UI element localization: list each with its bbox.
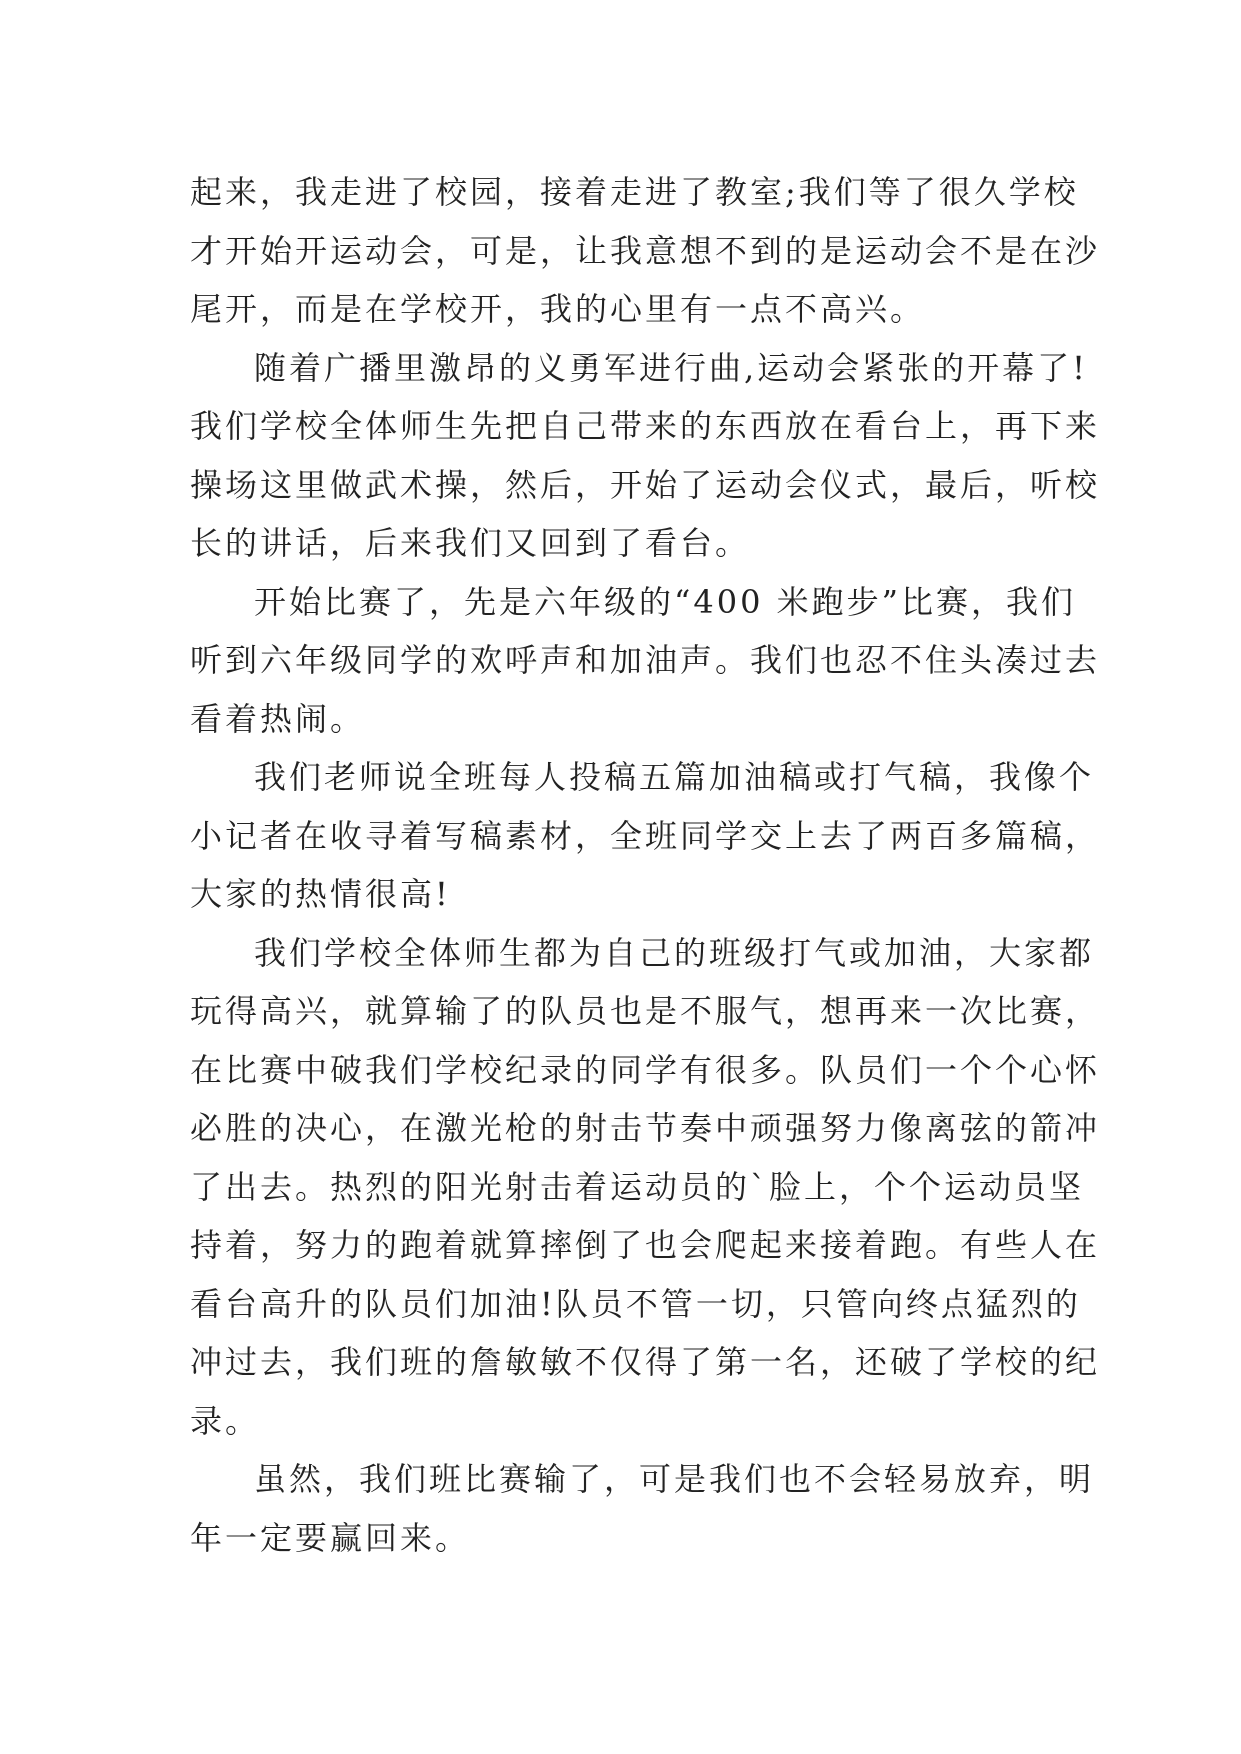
text-line: 大家的热情很高!	[190, 875, 451, 913]
text-line: 必胜的决心，在激光枪的射击节奏中顽强努力像离弦的箭冲	[190, 1109, 1101, 1147]
text-line: 才开始开运动会，可是，让我意想不到的是运动会不是在沙	[190, 231, 1101, 270]
text-line: 小记者在收寻着写稿素材，全班同学交上去了两百多篇稿，	[190, 816, 1101, 855]
text-line: 听到六年级同学的欢呼声和加油声。我们也忍不住头凑过去	[190, 641, 1101, 679]
paragraph-start-line: 我们老师说全班每人投稿五篇加油稿或打气稿，我像个	[254, 758, 1095, 796]
text-line: 尾开，而是在学校开，我的心里有一点不高兴。	[190, 290, 926, 328]
text-line: 我们学校全体师生先把自己带来的东西放在看台上，再下来	[190, 407, 1101, 445]
text-line: 操场这里做武术操，然后，开始了运动会仪式，最后，听校	[190, 465, 1101, 504]
text-line: 看着热闹。	[190, 699, 366, 738]
paragraph-start-line: 开始比赛了，先是六年级的“400 米跑步”比赛，我们	[254, 582, 1076, 621]
text-line: 冲过去，我们班的詹敏敏不仅得了第一名，还破了学校的纪	[190, 1343, 1101, 1381]
text-line: 看台高升的队员们加油!队员不管一切，只管向终点猛烈的	[190, 1284, 1081, 1323]
essay-body	[190, 163, 1101, 1567]
text-line: 录。	[190, 1401, 261, 1440]
paragraph-start-line: 随着广播里激昂的义勇军进行曲,运动会紧张的开幕了!	[254, 348, 1089, 387]
text-line: 玩得高兴，就算输了的队员也是不服气，想再来一次比赛，	[190, 992, 1101, 1030]
paragraph-start-line: 虽然，我们班比赛输了，可是我们也不会轻易放弃，明	[254, 1460, 1095, 1498]
text-line: 起来，我走进了校园，接着走进了教室;我们等了很久学校	[190, 173, 1079, 211]
text-line: 持着，努力的跑着就算摔倒了也会爬起来接着跑。有些人在	[190, 1226, 1101, 1264]
text-line: 在比赛中破我们学校纪录的同学有很多。队员们一个个心怀	[190, 1050, 1101, 1089]
paragraph-start-line: 我们学校全体师生都为自己的班级打气或加油，大家都	[254, 933, 1095, 972]
text-line: 年一定要赢回来。	[190, 1518, 471, 1557]
text-line: 了出去。热烈的阳光射击着运动员的`脸上，个个运动员坚	[190, 1167, 1085, 1206]
text-line: 长的讲话，后来我们又回到了看台。	[190, 524, 751, 562]
